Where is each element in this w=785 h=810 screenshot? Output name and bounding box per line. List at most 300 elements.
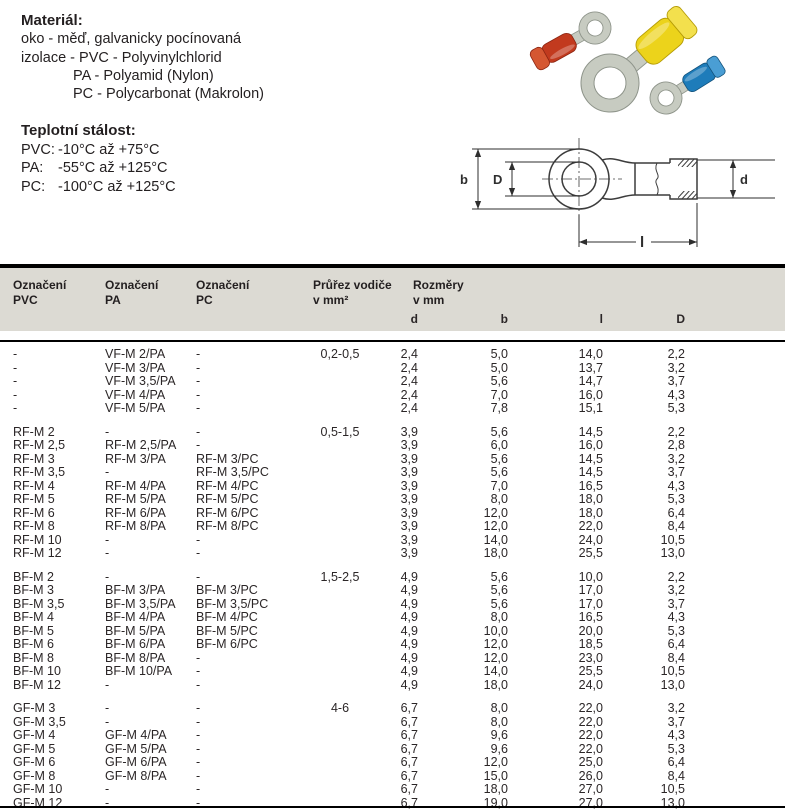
table-cell: - [196,701,201,715]
dimension-drawing-svg [450,130,785,258]
table-row [0,716,785,730]
table-cell: VF-M 5/PA [105,401,166,415]
table-cell: BF-M 10/PA [105,664,173,678]
table-cell: 4,9 [400,623,418,638]
material-line: oko - měď, galvanicky pocínovaná [21,31,242,48]
table-cell: 3,9 [400,465,418,479]
table-cell: RF-M 5/PC [196,492,259,506]
table-cell: 3,9 [400,478,418,493]
table-row [0,665,785,679]
table-cell: - [13,347,18,361]
material-line: izolace - PVC - Polyvinylchlorid [21,49,222,66]
table-cell: 2,4 [400,360,418,375]
dim-label-D: D [493,172,503,187]
table-header [0,264,785,331]
table-body [0,342,785,810]
table-cell: 8,0 [490,701,508,715]
table-cell: 4,9 [400,677,418,692]
table-cell: 18,5 [578,637,603,651]
table-cell: RF-M 5/PA [105,492,166,506]
table-cell [310,598,370,612]
table-cell: - [196,782,201,796]
table-cell: RF-M 4/PA [105,478,166,493]
table-cell: BF-M 5 [13,623,54,638]
table-cell: GF-M 8/PA [105,768,167,783]
table-cell: GF-M 12 [13,795,63,810]
table-cell: - [196,438,201,452]
table-cell: 5,6 [490,424,508,439]
column-header-pa: Označení PA [105,278,159,307]
table-cell: 4,9 [400,569,418,584]
table-cell: - [105,795,110,810]
table-cell: 6,7 [400,701,418,715]
subheader-d: d [410,312,418,326]
table-row [0,362,785,376]
table-cell: 16,5 [578,478,603,493]
table-cell: - [196,755,201,769]
table-cell: 6,7 [400,728,418,742]
table-cell: 5,3 [667,401,685,415]
table-group [0,571,785,693]
table-cell: - [196,714,201,729]
table-cell: 10,5 [660,782,685,796]
table-cell: 13,0 [660,546,685,560]
table-cell: BF-M 4/PC [196,610,258,624]
table-cell: RF-M 8/PC [196,519,259,533]
table-cell: - [105,546,110,560]
table-cell: 10,5 [660,532,685,547]
table-cell: BF-M 4/PA [105,610,166,624]
table-cell: 3,2 [667,583,685,597]
product-photo [485,3,785,125]
temperature-row [21,159,176,178]
table-cell: BF-M 6 [13,637,54,651]
table-row [0,493,785,507]
table-cell: 7,8 [490,401,508,415]
table-cell: BF-M 6/PA [105,637,166,651]
table-cell: 22,0 [578,519,603,533]
table-cell: RF-M 4/PC [196,478,259,493]
table-row [0,584,785,598]
table-cell: 3,9 [400,505,418,520]
table-cell: 14,0 [483,532,508,547]
table-cell: 3,9 [400,546,418,560]
table-cell: RF-M 8 [13,519,55,533]
table-cell: VF-M 4/PA [105,387,166,402]
table-cell: 12,0 [483,505,508,520]
table-cell: BF-M 3/PC [196,583,258,597]
table-cell: 3,2 [667,451,685,466]
table-cell [310,493,370,507]
table-cell: 8,0 [490,714,508,729]
table-cell [310,402,370,416]
table-cell: 7,0 [490,387,508,402]
table-cell: 18,0 [483,546,508,560]
table-row [0,348,785,362]
ring-terminals-image [485,3,785,125]
table-cell [310,547,370,561]
column-header-dimensions: Rozměry v mm [413,278,464,307]
table-cell: - [196,569,201,584]
table-cell: 5,6 [490,451,508,466]
table-cell: 2,4 [400,374,418,388]
table-cell: 22,0 [578,714,603,729]
table-row [0,638,785,652]
material-line: PA - Polyamid (Nylon) [73,67,214,84]
table-cell: GF-M 6/PA [105,755,167,769]
table-cell: - [105,424,110,439]
table-cell: 3,7 [667,714,685,729]
table-row [0,375,785,389]
temperature-value: -100°C až +125°C [58,178,176,195]
table-cell [310,534,370,548]
table-cell: 2,2 [667,424,685,439]
table-cell: - [105,532,110,547]
table-cell: RF-M 2,5 [13,438,66,452]
table-row [0,679,785,693]
table-cell: 13,7 [578,360,603,375]
table-cell: RF-M 6/PC [196,505,259,520]
table-cell: 5,6 [490,465,508,479]
table-cell: 4,9 [400,664,418,678]
table-group [0,348,785,416]
temperature-label: PVC: [21,141,55,158]
table-cell: 4,3 [667,387,685,402]
material-line: PC - Polycarbonat (Makrolon) [73,86,264,103]
terminal-table [0,264,785,810]
table-cell: GF-M 6 [13,755,56,769]
dim-label-l: l [640,234,645,251]
table-cell: - [196,424,201,439]
table-cell: 2,4 [400,387,418,402]
table-row [0,702,785,716]
table-cell: - [196,741,201,756]
table-cell: 3,2 [667,701,685,715]
table-cell: BF-M 10 [13,664,61,678]
table-row [0,466,785,480]
table-cell: BF-M 12 [13,677,61,692]
table-cell [310,770,370,784]
table-cell: GF-M 4 [13,728,56,742]
table-cell: - [13,374,18,388]
table-cell: 13,0 [660,677,685,692]
table-row [0,426,785,440]
table-cell: 24,0 [578,677,603,692]
table-cell: 6,7 [400,795,418,810]
table-cell: 22,0 [578,701,603,715]
table-cell: - [105,465,110,479]
table-cell: 3,7 [667,465,685,479]
table-row [0,743,785,757]
table-cell: - [196,360,201,375]
table-cell: 5,3 [667,741,685,756]
table-cell: 6,7 [400,741,418,756]
table-cell: 5,6 [490,596,508,611]
table-cell: 8,4 [667,519,685,533]
table-cell [310,453,370,467]
table-row [0,598,785,612]
table-cell: VF-M 2/PA [105,347,166,361]
table-cell: 0,2-0,5 [320,347,360,361]
table-cell [310,480,370,494]
table-cell: 2,4 [400,347,418,361]
temperature-row [21,178,176,197]
table-cell [310,439,370,453]
table-cell: GF-M 5 [13,741,56,756]
table-cell: 8,0 [490,610,508,624]
table-cell: 2,4 [400,401,418,415]
table-cell: BF-M 3,5 [13,596,65,611]
table-cell: - [196,664,201,678]
table-cell: RF-M 10 [13,532,62,547]
table-cell: 5,6 [490,569,508,584]
table-row [0,547,785,561]
table-cell: 14,0 [483,664,508,678]
dimension-d [697,160,775,198]
table-cell: GF-M 5/PA [105,741,167,756]
table-cell: - [196,546,201,560]
table-cell: GF-M 3,5 [13,714,66,729]
table-row [0,520,785,534]
table-cell: GF-M 4/PA [105,728,167,742]
table-cell: BF-M 3,5/PC [196,596,269,611]
table-cell: - [105,677,110,692]
table-row [0,480,785,494]
temperature-title: Teplotní stálost: [21,122,136,139]
table-cell: VF-M 3,5/PA [105,374,176,388]
table-cell: BF-M 5/PC [196,623,258,638]
table-cell: 8,4 [667,650,685,665]
table-cell: 4,9 [400,637,418,651]
table-cell: 9,6 [490,741,508,756]
temperature-label: PC: [21,178,46,195]
table-cell [310,716,370,730]
table-cell: 5,6 [490,374,508,388]
table-row [0,652,785,666]
table-cell: 27,0 [578,795,603,810]
table-cell: 14,0 [578,347,603,361]
temperature-value: -10°C až +75°C [58,141,160,158]
table-cell: 16,5 [578,610,603,624]
table-cell: - [196,347,201,361]
table-cell: RF-M 3/PC [196,451,259,466]
table-cell: 5,0 [490,360,508,375]
table-cell: 14,5 [578,424,603,439]
table-cell: 2,2 [667,347,685,361]
table-cell: 1,5-2,5 [320,569,360,584]
table-cell: 14,7 [578,374,603,388]
table-cell: 2,2 [667,569,685,584]
table-cell: 8,4 [667,768,685,783]
temperature-label: PA: [21,160,44,177]
table-cell: - [105,782,110,796]
table-header-row [0,278,785,307]
table-cell: VF-M 3/PA [105,360,166,375]
table-cell: 3,7 [667,374,685,388]
table-cell: 6,7 [400,782,418,796]
table-cell: RF-M 12 [13,546,62,560]
table-cell: 3,9 [400,519,418,533]
table-cell: 13,0 [660,795,685,810]
table-cell: - [196,768,201,783]
temperature-section [21,122,176,196]
bottom-rule [0,806,785,808]
table-cell: 10,0 [483,623,508,638]
table-cell: 18,0 [578,492,603,506]
table-cell: - [196,401,201,415]
table-cell: 22,0 [578,741,603,756]
table-cell: 12,0 [483,650,508,665]
table-cell [310,665,370,679]
table-cell: RF-M 5 [13,492,55,506]
temperature-value: -55°C až +125°C [58,160,168,177]
table-cell: 6,4 [667,755,685,769]
table-cell: RF-M 6/PA [105,505,166,520]
table-cell: - [105,714,110,729]
table-cell: 4,9 [400,583,418,597]
table-cell: 14,5 [578,451,603,466]
table-cell: 10,0 [578,569,603,584]
table-cell: - [196,374,201,388]
table-cell: - [105,569,110,584]
table-cell: - [196,387,201,402]
table-cell: RF-M 6 [13,505,55,520]
table-cell: RF-M 8/PA [105,519,166,533]
table-cell: - [13,401,18,415]
table-cell: BF-M 2 [13,569,54,584]
table-cell: BF-M 6/PC [196,637,258,651]
table-cell [310,625,370,639]
table-cell: 3,9 [400,424,418,439]
table-cell: - [13,387,18,402]
table-cell: 18,0 [483,677,508,692]
table-cell: GF-M 10 [13,782,63,796]
table-cell: 17,0 [578,596,603,611]
table-cell: 4,3 [667,728,685,742]
table-cell: 4-6 [330,701,350,715]
table-cell [310,584,370,598]
table-cell: 12,0 [483,519,508,533]
table-cell: BF-M 3/PA [105,583,166,597]
table-cell: - [196,677,201,692]
table-cell: 25,0 [578,755,603,769]
table-cell [310,743,370,757]
table-cell: 26,0 [578,768,603,783]
table-cell [310,520,370,534]
table-cell: 24,0 [578,532,603,547]
table-cell: 5,6 [490,583,508,597]
table-cell [310,362,370,376]
table-cell: RF-M 3,5/PC [196,465,269,479]
table-row [0,571,785,585]
table-cell [310,466,370,480]
table-cell: BF-M 4 [13,610,54,624]
table-cell [310,729,370,743]
table-cell: 4,9 [400,650,418,665]
table-cell: 3,9 [400,532,418,547]
table-row [0,453,785,467]
table-cell: 3,9 [400,492,418,506]
table-cell: 2,8 [667,438,685,452]
table-cell: 6,4 [667,637,685,651]
table-cell: - [105,701,110,715]
table-row [0,729,785,743]
table-cell [310,756,370,770]
table-row [0,625,785,639]
table-cell [310,507,370,521]
table-row [0,611,785,625]
table-cell [310,638,370,652]
table-row [0,770,785,784]
table-cell [310,679,370,693]
table-cell: 3,2 [667,360,685,375]
table-cell: 4,3 [667,610,685,624]
table-cell: 0,5-1,5 [320,424,360,439]
table-row [0,756,785,770]
table-cell: GF-M 3 [13,701,56,715]
dim-label-d: d [740,172,748,187]
table-cell: - [196,650,201,665]
table-row [0,402,785,416]
header-gap [0,331,785,340]
table-cell: 6,7 [400,714,418,729]
table-cell: 14,5 [578,465,603,479]
table-row [0,783,785,797]
dimension-subheader-row [0,312,785,326]
table-cell: 5,3 [667,623,685,638]
table-row [0,439,785,453]
table-cell: RF-M 2 [13,424,55,439]
dim-label-b: b [460,172,468,187]
table-cell: RF-M 3/PA [105,451,166,466]
table-cell: 20,0 [578,623,603,638]
table-cell: 17,0 [578,583,603,597]
table-cell: 25,5 [578,664,603,678]
table-cell: BF-M 5/PA [105,623,166,638]
table-cell: BF-M 8 [13,650,54,665]
table-cell: - [196,532,201,547]
column-header-pc: Označení PC [196,278,250,307]
table-cell: 6,7 [400,768,418,783]
table-cell: 18,0 [578,505,603,520]
table-cell: RF-M 4 [13,478,55,493]
table-row [0,534,785,548]
table-cell: 3,9 [400,451,418,466]
table-cell: 15,0 [483,768,508,783]
table-cell: BF-M 8/PA [105,650,166,665]
column-header-cross-section: Průřez vodiče v mm² [313,278,392,307]
table-cell: 5,3 [667,492,685,506]
table-cell: BF-M 3,5/PA [105,596,176,611]
table-cell: 25,5 [578,546,603,560]
table-group [0,426,785,561]
table-cell: 19,0 [483,795,508,810]
material-section [21,12,264,103]
column-header-pvc: Označení PVC [13,278,67,307]
dimension-l [579,203,697,247]
table-cell: 4,9 [400,610,418,624]
table-cell [310,611,370,625]
table-cell: 6,0 [490,438,508,452]
table-cell: 10,5 [660,664,685,678]
table-cell [310,652,370,666]
table-cell [310,375,370,389]
table-cell: RF-M 3,5 [13,465,66,479]
table-cell [310,783,370,797]
table-cell: 22,0 [578,728,603,742]
table-cell: - [196,728,201,742]
table-cell: GF-M 8 [13,768,56,783]
